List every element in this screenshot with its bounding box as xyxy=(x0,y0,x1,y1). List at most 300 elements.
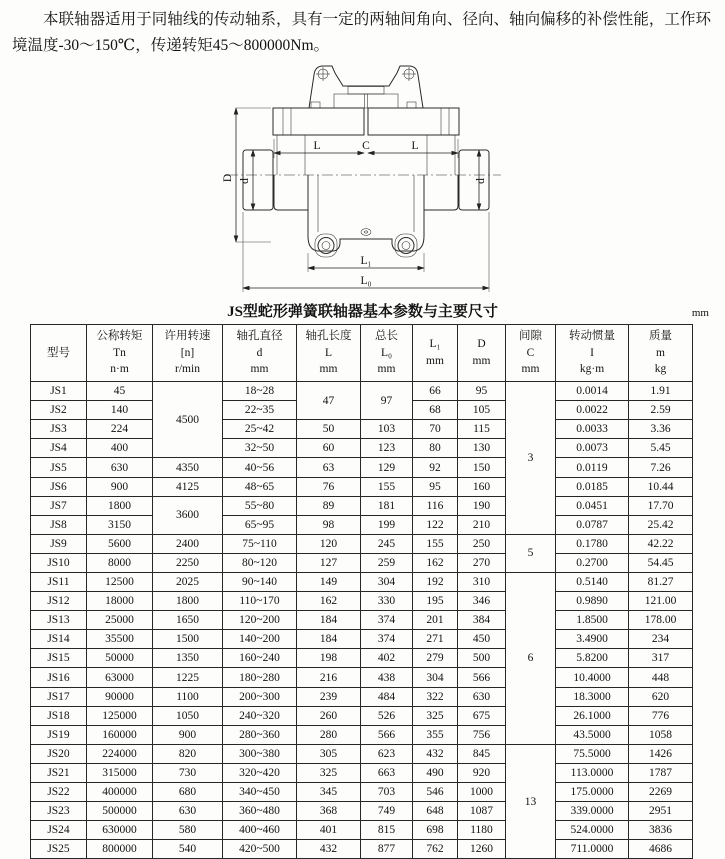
cell-model: JS19 xyxy=(31,725,87,744)
table-row xyxy=(31,649,693,668)
cell-l1: 325 xyxy=(413,706,458,725)
cell-model: JS6 xyxy=(31,477,87,496)
cell-model: JS23 xyxy=(31,802,87,821)
cell-torque: 630 xyxy=(87,458,153,477)
cell-d: 250 xyxy=(458,534,506,553)
header-inertia: 转动惯量 I kg·m xyxy=(556,325,629,382)
cell-l1: 648 xyxy=(413,802,458,821)
dimension-L-C-L xyxy=(274,139,458,158)
cell-mass: 3836 xyxy=(629,821,693,840)
cell-model: JS9 xyxy=(31,534,87,553)
cell-inertia: 0.9890 xyxy=(556,592,629,611)
coupling-drawing-area xyxy=(0,59,725,297)
cell-bore-diameter: 300~380 xyxy=(223,744,297,763)
header-d: D mm xyxy=(458,325,506,382)
cell-mass: 2951 xyxy=(629,802,693,821)
cell-bore-diameter: 65~95 xyxy=(223,515,297,534)
cell-bore-diameter: 280~360 xyxy=(223,725,297,744)
table-row xyxy=(31,515,693,534)
cell-torque: 400 xyxy=(87,439,153,458)
cell-d: 115 xyxy=(458,420,506,439)
cell-total-length: 181 xyxy=(361,496,413,515)
cell-inertia: 175.0000 xyxy=(556,783,629,802)
table-row xyxy=(31,382,693,401)
cell-mass: 10.44 xyxy=(629,477,693,496)
cell-bore-diameter: 200~300 xyxy=(223,687,297,706)
cell-d: 310 xyxy=(458,573,506,592)
cell-torque: 5600 xyxy=(87,534,153,553)
cell-total-length: 484 xyxy=(361,687,413,706)
table-row xyxy=(31,458,693,477)
table-row xyxy=(31,496,693,515)
cell-bore-diameter: 180~280 xyxy=(223,668,297,687)
header-total-length: 总长 L₀ mm xyxy=(361,325,413,382)
cell-l1: 192 xyxy=(413,573,458,592)
cell-bore-diameter: 32~50 xyxy=(223,439,297,458)
cell-inertia: 0.0787 xyxy=(556,515,629,534)
cell-bore-length: 47 xyxy=(297,382,361,420)
cell-mass: 1058 xyxy=(629,725,693,744)
cell-total-length: 623 xyxy=(361,744,413,763)
cell-l1: 116 xyxy=(413,496,458,515)
cell-d: 920 xyxy=(458,763,506,782)
header-gap: 间隙 C mm xyxy=(506,325,556,382)
dimension-L0 xyxy=(243,212,489,292)
cell-inertia: 1.8500 xyxy=(556,611,629,630)
cell-torque: 50000 xyxy=(87,649,153,668)
cell-d: 105 xyxy=(458,401,506,420)
cell-l1: 546 xyxy=(413,783,458,802)
cell-l1: 201 xyxy=(413,611,458,630)
cell-d: 675 xyxy=(458,706,506,725)
cell-bore-diameter: 400~460 xyxy=(223,821,297,840)
table-row xyxy=(31,573,693,592)
cell-bore-length: 120 xyxy=(297,534,361,553)
cell-total-length: 103 xyxy=(361,420,413,439)
table-title-row xyxy=(0,300,725,320)
cell-d: 756 xyxy=(458,725,506,744)
cell-total-length: 304 xyxy=(361,573,413,592)
cell-d: 500 xyxy=(458,649,506,668)
cell-model: JS24 xyxy=(31,821,87,840)
cell-torque: 224000 xyxy=(87,744,153,763)
cell-total-length: 374 xyxy=(361,611,413,630)
cell-bore-length: 162 xyxy=(297,592,361,611)
cell-torque: 8000 xyxy=(87,553,153,572)
cell-mass: 317 xyxy=(629,649,693,668)
cell-bore-length: 239 xyxy=(297,687,361,706)
header-l1: L₁ mm xyxy=(413,325,458,382)
cell-model: JS1 xyxy=(31,382,87,401)
cell-model: JS2 xyxy=(31,401,87,420)
cell-speed: 1500 xyxy=(153,630,223,649)
cell-bore-diameter: 55~80 xyxy=(223,496,297,515)
bolt-hole-right-icon xyxy=(402,67,416,81)
cell-mass: 7.26 xyxy=(629,458,693,477)
cell-model: JS18 xyxy=(31,706,87,725)
cell-bore-diameter: 240~320 xyxy=(223,706,297,725)
cell-bore-diameter: 90~140 xyxy=(223,573,297,592)
cell-inertia: 0.0073 xyxy=(556,439,629,458)
hub-lower-right xyxy=(424,175,458,210)
cell-inertia: 0.2700 xyxy=(556,553,629,572)
table-row xyxy=(31,763,693,782)
cell-mass: 448 xyxy=(629,668,693,687)
cell-gap: 6 xyxy=(506,573,556,745)
cell-inertia: 0.1780 xyxy=(556,534,629,553)
cell-inertia: 5.8200 xyxy=(556,649,629,668)
cell-bore-length: 305 xyxy=(297,744,361,763)
cell-bore-length: 345 xyxy=(297,783,361,802)
cell-total-length: 245 xyxy=(361,534,413,553)
cell-bore-length: 89 xyxy=(297,496,361,515)
cell-l1: 355 xyxy=(413,725,458,744)
table-row xyxy=(31,668,693,687)
cell-torque: 3150 xyxy=(87,515,153,534)
cell-torque: 140 xyxy=(87,401,153,420)
cell-bore-length: 60 xyxy=(297,439,361,458)
document-page xyxy=(0,7,725,859)
header-speed: 许用转速 [n] r/min xyxy=(153,325,223,382)
cell-mass: 25.42 xyxy=(629,515,693,534)
unit-label: mm xyxy=(691,307,709,320)
cell-bore-diameter: 140~200 xyxy=(223,630,297,649)
label-D: D xyxy=(222,173,234,183)
cell-mass: 234 xyxy=(629,630,693,649)
cell-l1: 432 xyxy=(413,744,458,763)
cell-inertia: 26.1000 xyxy=(556,706,629,725)
cell-total-length: 129 xyxy=(361,458,413,477)
table-row xyxy=(31,592,693,611)
cell-d: 150 xyxy=(458,458,506,477)
table-row xyxy=(31,420,693,439)
cell-d: 384 xyxy=(458,611,506,630)
cell-d: 160 xyxy=(458,477,506,496)
cell-mass: 620 xyxy=(629,687,693,706)
table-row xyxy=(31,477,693,496)
cell-model: JS4 xyxy=(31,439,87,458)
table-row xyxy=(31,821,693,840)
cell-speed: 4500 xyxy=(153,382,223,458)
cell-torque: 224 xyxy=(87,420,153,439)
table-row xyxy=(31,439,693,458)
cell-bore-length: 184 xyxy=(297,630,361,649)
cell-speed: 1100 xyxy=(153,687,223,706)
cell-l1: 68 xyxy=(413,401,458,420)
cell-speed: 540 xyxy=(153,840,223,859)
cell-bore-length: 368 xyxy=(297,802,361,821)
cell-bore-diameter: 40~56 xyxy=(223,458,297,477)
cell-bore-diameter: 18~28 xyxy=(223,382,297,401)
cell-inertia: 75.5000 xyxy=(556,744,629,763)
intro-paragraph: 本联轴器适用于同轴线的传动轴系，具有一定的两轴间角向、径向、轴向偏移的补偿性能，工作环境温度-30～150℃，传递转矩45～800000Nm。 xyxy=(12,11,711,55)
cell-l1: 322 xyxy=(413,687,458,706)
cell-d: 845 xyxy=(458,744,506,763)
cell-speed: 1225 xyxy=(153,668,223,687)
cell-l1: 490 xyxy=(413,763,458,782)
cell-torque: 800000 xyxy=(87,840,153,859)
table-row xyxy=(31,783,693,802)
cell-speed: 3600 xyxy=(153,496,223,534)
cell-l1: 155 xyxy=(413,534,458,553)
cell-bore-length: 63 xyxy=(297,458,361,477)
cell-torque: 630000 xyxy=(87,821,153,840)
cell-l1: 92 xyxy=(413,458,458,477)
cell-mass: 1787 xyxy=(629,763,693,782)
cell-torque: 35500 xyxy=(87,630,153,649)
table-header-row xyxy=(31,325,693,382)
cell-total-length: 526 xyxy=(361,706,413,725)
cell-model: JS7 xyxy=(31,496,87,515)
cell-mass: 2269 xyxy=(629,783,693,802)
cell-d: 1087 xyxy=(458,802,506,821)
cell-mass: 81.27 xyxy=(629,573,693,592)
cell-mass: 776 xyxy=(629,706,693,725)
cell-l1: 162 xyxy=(413,553,458,572)
cell-bore-diameter: 80~120 xyxy=(223,553,297,572)
cell-gap: 13 xyxy=(506,744,556,859)
cell-speed: 4350 xyxy=(153,458,223,477)
cell-model: JS15 xyxy=(31,649,87,668)
table-row xyxy=(31,744,693,763)
cell-total-length: 259 xyxy=(361,553,413,572)
cell-torque: 25000 xyxy=(87,611,153,630)
cell-bore-diameter: 48~65 xyxy=(223,477,297,496)
flange-band xyxy=(273,102,459,135)
cell-inertia: 711.0000 xyxy=(556,840,629,859)
cell-d: 130 xyxy=(458,439,506,458)
cell-inertia: 0.5140 xyxy=(556,573,629,592)
cell-inertia: 113.0000 xyxy=(556,763,629,782)
cell-total-length: 97 xyxy=(361,382,413,420)
cell-model: JS22 xyxy=(31,783,87,802)
header-mass: 质量 m kg xyxy=(629,325,693,382)
cell-bore-length: 401 xyxy=(297,821,361,840)
table-row xyxy=(31,840,693,859)
label-L-left: L xyxy=(313,140,321,153)
cell-model: JS13 xyxy=(31,611,87,630)
cell-gap: 5 xyxy=(506,534,556,572)
cell-total-length: 703 xyxy=(361,783,413,802)
cell-speed: 730 xyxy=(153,763,223,782)
cell-d: 190 xyxy=(458,496,506,515)
cell-bore-length: 127 xyxy=(297,553,361,572)
cell-l1: 80 xyxy=(413,439,458,458)
table-row xyxy=(31,802,693,821)
cell-bore-diameter: 110~170 xyxy=(223,592,297,611)
cell-mass: 2.59 xyxy=(629,401,693,420)
cell-speed: 1050 xyxy=(153,706,223,725)
cell-torque: 63000 xyxy=(87,668,153,687)
label-d-left: d xyxy=(239,178,251,184)
hub-lower-left xyxy=(274,175,308,210)
cell-inertia: 0.0033 xyxy=(556,420,629,439)
cell-inertia: 339.0000 xyxy=(556,802,629,821)
cell-torque: 90000 xyxy=(87,687,153,706)
cell-speed: 680 xyxy=(153,783,223,802)
cell-mass: 54.45 xyxy=(629,553,693,572)
cell-inertia: 18.3000 xyxy=(556,687,629,706)
cell-inertia: 0.0119 xyxy=(556,458,629,477)
cell-mass: 1426 xyxy=(629,744,693,763)
cell-inertia: 0.0014 xyxy=(556,382,629,401)
cell-d: 210 xyxy=(458,515,506,534)
cell-bore-length: 149 xyxy=(297,573,361,592)
table-title: JS型蛇形弹簧联轴器基本参数与主要尺寸 xyxy=(227,304,498,321)
cell-inertia: 3.4900 xyxy=(556,630,629,649)
cell-bore-diameter: 160~240 xyxy=(223,649,297,668)
cell-bore-diameter: 25~42 xyxy=(223,420,297,439)
cell-model: JS17 xyxy=(31,687,87,706)
cell-l1: 762 xyxy=(413,840,458,859)
cell-speed: 2025 xyxy=(153,573,223,592)
cell-mass: 17.70 xyxy=(629,496,693,515)
cell-d: 450 xyxy=(458,630,506,649)
cell-total-length: 330 xyxy=(361,592,413,611)
cell-model: JS14 xyxy=(31,630,87,649)
cell-inertia: 0.0185 xyxy=(556,477,629,496)
cell-torque: 400000 xyxy=(87,783,153,802)
cell-torque: 18000 xyxy=(87,592,153,611)
cell-l1: 698 xyxy=(413,821,458,840)
cell-total-length: 155 xyxy=(361,477,413,496)
cell-torque: 900 xyxy=(87,477,153,496)
cell-d: 346 xyxy=(458,592,506,611)
cell-model: JS8 xyxy=(31,515,87,534)
label-d-right: d xyxy=(475,178,487,184)
cell-total-length: 877 xyxy=(361,840,413,859)
cell-bore-length: 98 xyxy=(297,515,361,534)
cell-d: 1260 xyxy=(458,840,506,859)
cell-d: 95 xyxy=(458,382,506,401)
grease-hole-icon xyxy=(361,229,371,236)
cell-torque: 315000 xyxy=(87,763,153,782)
table-row xyxy=(31,534,693,553)
cell-inertia: 524.0000 xyxy=(556,821,629,840)
cell-speed: 580 xyxy=(153,821,223,840)
cell-model: JS5 xyxy=(31,458,87,477)
cell-mass: 1.91 xyxy=(629,382,693,401)
cell-speed: 1350 xyxy=(153,649,223,668)
spring-cover xyxy=(309,66,423,108)
dimension-d-left xyxy=(239,150,253,210)
cell-model: JS20 xyxy=(31,744,87,763)
cell-speed: 1650 xyxy=(153,611,223,630)
cell-bore-length: 198 xyxy=(297,649,361,668)
cell-l1: 95 xyxy=(413,477,458,496)
cell-bore-length: 325 xyxy=(297,763,361,782)
cell-torque: 125000 xyxy=(87,706,153,725)
cell-model: JS21 xyxy=(31,763,87,782)
header-torque: 公称转矩 Tn n·m xyxy=(87,325,153,382)
cell-gap: 3 xyxy=(506,382,556,535)
cell-d: 1000 xyxy=(458,783,506,802)
dimension-L1 xyxy=(308,253,424,272)
bolt-hole-left-icon xyxy=(316,67,330,81)
cell-l1: 195 xyxy=(413,592,458,611)
cell-total-length: 199 xyxy=(361,515,413,534)
coupling-diagram xyxy=(221,60,506,298)
cell-d: 566 xyxy=(458,668,506,687)
cell-total-length: 374 xyxy=(361,630,413,649)
cell-l1: 279 xyxy=(413,649,458,668)
cell-l1: 70 xyxy=(413,420,458,439)
cell-model: JS16 xyxy=(31,668,87,687)
cell-torque: 45 xyxy=(87,382,153,401)
cell-total-length: 438 xyxy=(361,668,413,687)
cell-total-length: 566 xyxy=(361,725,413,744)
label-C: C xyxy=(362,140,370,153)
table-row xyxy=(31,725,693,744)
cell-speed: 630 xyxy=(153,802,223,821)
cell-l1: 122 xyxy=(413,515,458,534)
cell-mass: 4686 xyxy=(629,840,693,859)
table-row xyxy=(31,630,693,649)
cell-model: JS25 xyxy=(31,840,87,859)
cell-torque: 12500 xyxy=(87,573,153,592)
parameters-table xyxy=(30,324,693,859)
table-row xyxy=(31,706,693,725)
cell-l1: 66 xyxy=(413,382,458,401)
cell-speed: 2400 xyxy=(153,534,223,553)
cell-mass: 178.00 xyxy=(629,611,693,630)
cell-inertia: 10.4000 xyxy=(556,668,629,687)
header-bore-diameter: 轴孔直径 d mm xyxy=(223,325,297,382)
cell-mass: 121.00 xyxy=(629,592,693,611)
cell-d: 1180 xyxy=(458,821,506,840)
table-body xyxy=(31,382,693,859)
cell-bore-length: 216 xyxy=(297,668,361,687)
label-L0: L₀ xyxy=(360,275,372,288)
cell-bore-diameter: 22~35 xyxy=(223,401,297,420)
dimension-d-right xyxy=(475,150,487,210)
cell-model: JS10 xyxy=(31,553,87,572)
table-row xyxy=(31,687,693,706)
cell-bore-length: 280 xyxy=(297,725,361,744)
cell-bore-diameter: 75~110 xyxy=(223,534,297,553)
cell-mass: 5.45 xyxy=(629,439,693,458)
cell-speed: 900 xyxy=(153,725,223,744)
cell-bore-length: 76 xyxy=(297,477,361,496)
cell-speed: 820 xyxy=(153,744,223,763)
table-row xyxy=(31,553,693,572)
cell-torque: 500000 xyxy=(87,802,153,821)
cell-d: 630 xyxy=(458,687,506,706)
cell-total-length: 123 xyxy=(361,439,413,458)
cell-torque: 1800 xyxy=(87,496,153,515)
cell-model: JS3 xyxy=(31,420,87,439)
cell-l1: 271 xyxy=(413,630,458,649)
cell-bore-diameter: 120~200 xyxy=(223,611,297,630)
cell-speed: 4125 xyxy=(153,477,223,496)
cell-total-length: 663 xyxy=(361,763,413,782)
table-row xyxy=(31,611,693,630)
cell-bore-length: 432 xyxy=(297,840,361,859)
cell-total-length: 815 xyxy=(361,821,413,840)
cell-bore-diameter: 340~450 xyxy=(223,783,297,802)
cell-model: JS11 xyxy=(31,573,87,592)
header-model: 型号 xyxy=(31,325,87,382)
cell-model: JS12 xyxy=(31,592,87,611)
cell-bore-length: 260 xyxy=(297,706,361,725)
cell-bore-diameter: 420~500 xyxy=(223,840,297,859)
spring-housing xyxy=(308,175,424,257)
cell-total-length: 402 xyxy=(361,649,413,668)
cell-mass: 3.36 xyxy=(629,420,693,439)
cell-inertia: 0.0022 xyxy=(556,401,629,420)
cell-total-length: 749 xyxy=(361,802,413,821)
cell-speed: 2250 xyxy=(153,553,223,572)
